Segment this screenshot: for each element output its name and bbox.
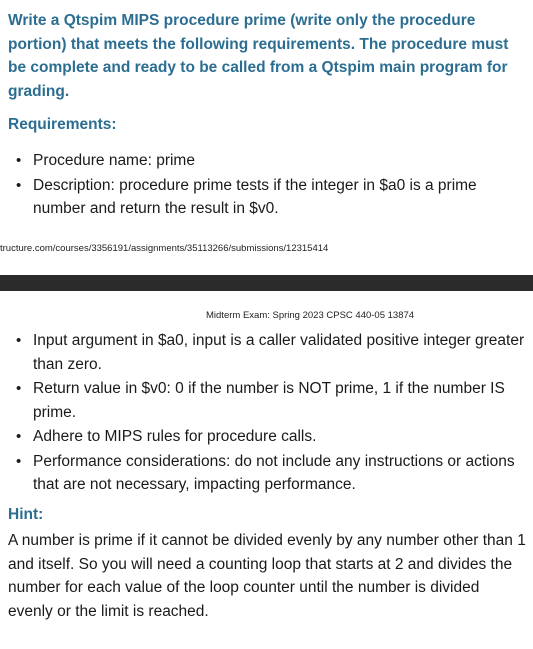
requirement-item: • Performance considerations: do not include any instructions or actions that are not necessary, impacting performance.	[33, 450, 528, 497]
question-title: Write a Qtspim MIPS procedure prime (write only the procedure portion) that meets the following requirements. The procedure must be complete and ready to be called from a Qtspim main program for grading.	[8, 12, 509, 100]
exam-print-header: Midterm Exam: Spring 2023 CPSC 440-05 13874	[206, 310, 415, 321]
hint-heading: Hint:	[8, 506, 44, 523]
requirement-item: • Input argument in $a0, input is a caller validated positive integer greater than zero.	[33, 329, 528, 376]
hint-text: A number is prime if it cannot be divided evenly by any number other than 1 and itself. So you will need a counting loop that starts at 2 and divides the number for each value of the loop counter until the number is divided evenly or the limit is reached.	[8, 532, 526, 620]
requirement-item: • Description: procedure prime tests if the integer in $a0 is a prime number and return the result in $v0.	[33, 174, 528, 221]
requirement-item: • Adhere to MIPS rules for procedure calls.	[33, 425, 528, 449]
requirements-list-part1	[33, 149, 528, 221]
requirement-item: • Procedure name: prime	[33, 149, 528, 173]
print-url-footer: tructure.com/courses/3356191/assignments/35113266/submissions/12315414	[0, 243, 329, 254]
requirements-heading: Requirements:	[8, 116, 117, 133]
page-break-divider	[0, 275, 533, 291]
requirements-list-part2	[33, 329, 528, 498]
requirement-item: • Return value in $v0: 0 if the number is NOT prime, 1 if the number IS prime.	[33, 377, 528, 424]
